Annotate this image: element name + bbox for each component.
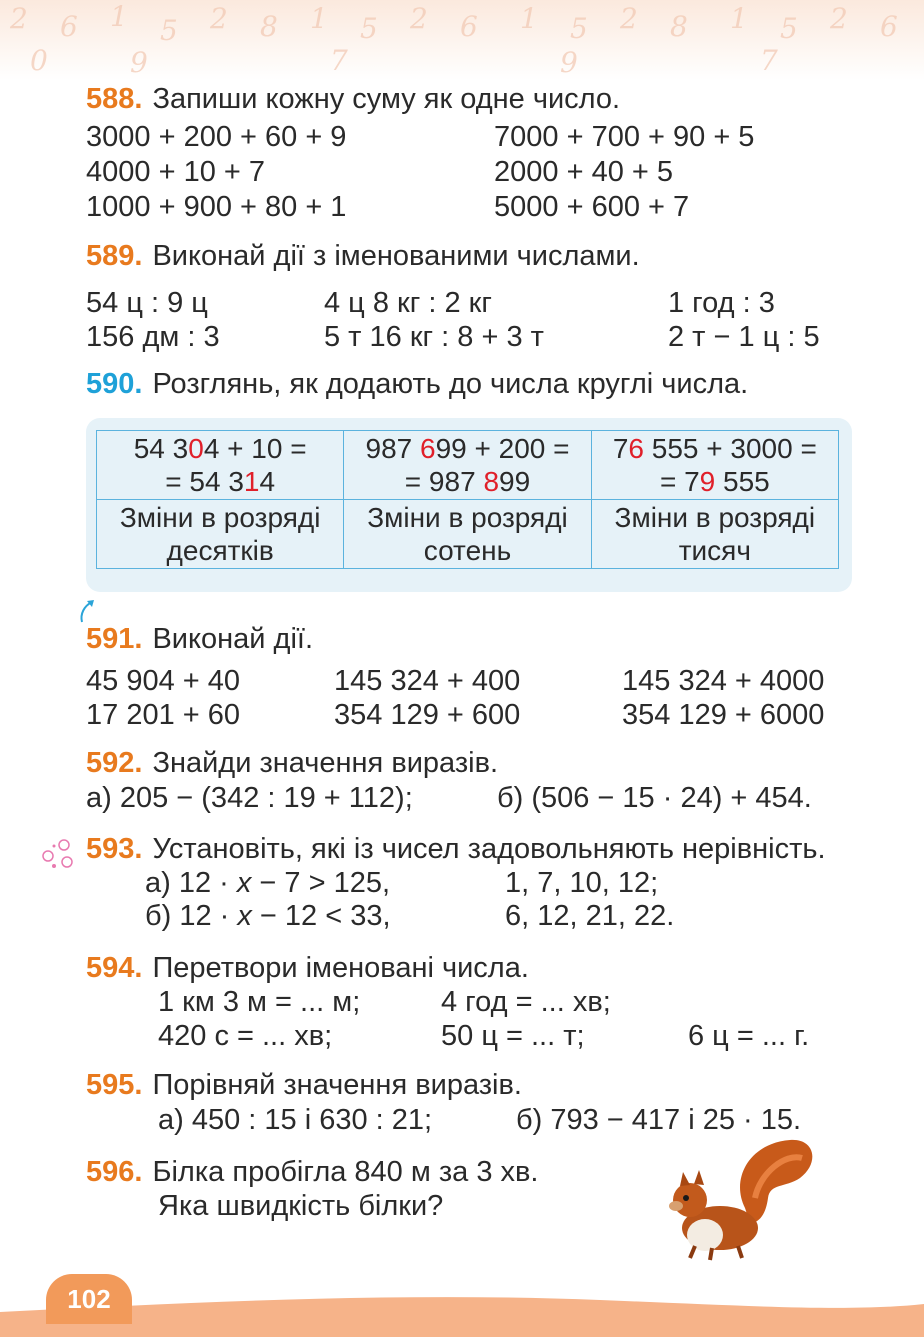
exercise-title: Установіть, які із чисел задовольняють нерівність. <box>152 833 826 865</box>
exercise-text: Білка пробігла 840 м за 3 хв. <box>152 1156 539 1188</box>
exercise-number: 588. <box>86 83 143 115</box>
exercise-number: 594. <box>86 952 143 984</box>
table-row <box>97 500 839 569</box>
expression: 354 129 + 600 <box>334 699 521 731</box>
expression: а) 205 − (342 : 19 + 112); <box>86 782 413 814</box>
expression: 145 324 + 400 <box>334 665 521 697</box>
expression: 7000 + 700 + 90 + 5 <box>494 121 755 153</box>
table-row <box>97 431 839 500</box>
expression: 1 км 3 м = ... м; <box>158 986 361 1018</box>
exercise-number: 591. <box>86 623 143 655</box>
exercise-591-heading <box>86 622 313 656</box>
exercise-title: Розглянь, як додають до числа круглі числа. <box>152 368 749 400</box>
table-cell: 76 555 + 3000 = = 79 555 <box>591 431 838 500</box>
expression: 4 ц 8 кг : 2 кг <box>324 287 492 319</box>
table-cell: Зміни в розряді десятків <box>97 500 344 569</box>
group-work-icon <box>40 836 80 870</box>
exercise-number: 590. <box>86 368 143 400</box>
exercise-title: Виконай дії з іменованими числами. <box>152 240 640 272</box>
expression: б) 793 − 417 і 25 · 15. <box>516 1104 802 1136</box>
exercise-number: 595. <box>86 1069 143 1101</box>
exercise-title: Перетвори іменовані числа. <box>152 952 529 984</box>
table-cell: Зміни в розряді тисяч <box>591 500 838 569</box>
exercise-number: 592. <box>86 747 143 779</box>
inequality-b: б) 12 · x − 12 < 33, <box>145 900 391 932</box>
table-cell: Зміни в розряді сотень <box>344 500 591 569</box>
expression: 1 год : 3 <box>668 287 775 319</box>
expression: 5000 + 600 + 7 <box>494 191 690 223</box>
squirrel-illustration <box>650 1138 820 1262</box>
footer-wave <box>0 1282 924 1337</box>
inequality-a: а) 12 · x − 7 > 125, <box>145 867 391 899</box>
expression: б) (506 − 15 · 24) + 454. <box>497 782 812 814</box>
exercise-title: Виконай дії. <box>152 623 314 655</box>
exercise-596-heading <box>86 1155 539 1189</box>
exercise-594-heading <box>86 951 529 985</box>
expression: 2 т − 1 ц : 5 <box>668 321 820 353</box>
exercise-title: Порівняй значення виразів. <box>152 1069 522 1101</box>
exercise-number: 589. <box>86 240 143 272</box>
expression: 2000 + 40 + 5 <box>494 156 673 188</box>
exercise-title: Знайди значення виразів. <box>152 747 499 779</box>
expression: а) 450 : 15 і 630 : 21; <box>158 1104 433 1136</box>
expression: 4 год = ... хв; <box>441 986 611 1018</box>
expression: 4000 + 10 + 7 <box>86 156 265 188</box>
expression: 50 ц = ... т; <box>441 1020 585 1052</box>
candidate-numbers: 1, 7, 10, 12; <box>505 867 659 899</box>
expression: 45 904 + 40 <box>86 665 241 697</box>
decorative-header-band: 2 6 1 5 2 8 1 5 2 6 1 5 2 8 1 5 2 6 0 9 7 9 7 <box>0 0 924 80</box>
expression: 5 т 16 кг : 8 + 3 т <box>324 321 544 353</box>
exercise-595-heading <box>86 1068 522 1102</box>
example-table-panel <box>86 418 852 592</box>
expression: 145 324 + 4000 <box>622 665 825 697</box>
example-table <box>96 430 839 569</box>
exercise-title: Запиши кожну суму як одне число. <box>152 83 621 115</box>
exercise-text: Яка швидкість білки? <box>158 1190 444 1222</box>
exercise-588-heading <box>86 82 620 116</box>
expression: 17 201 + 60 <box>86 699 241 731</box>
expression: 3000 + 200 + 60 + 9 <box>86 121 347 153</box>
exercise-number: 593. <box>86 833 143 865</box>
exercise-593-heading <box>86 832 826 866</box>
candidate-numbers: 6, 12, 21, 22. <box>505 900 675 932</box>
expression: 354 129 + 6000 <box>622 699 825 731</box>
exercise-592-heading <box>86 746 498 780</box>
exercise-590-heading <box>86 367 748 401</box>
exercise-number: 596. <box>86 1156 143 1188</box>
table-cell: 54 304 + 10 = = 54 314 <box>97 431 344 500</box>
page-number: 102 <box>46 1274 132 1324</box>
expression: 156 дм : 3 <box>86 321 220 353</box>
table-cell: 987 699 + 200 = = 987 899 <box>344 431 591 500</box>
expression: 420 с = ... хв; <box>158 1020 333 1052</box>
expression: 1000 + 900 + 80 + 1 <box>86 191 347 223</box>
expression: 6 ц = ... г. <box>688 1020 810 1052</box>
expression: 54 ц : 9 ц <box>86 287 208 319</box>
arrow-icon <box>78 598 98 624</box>
exercise-589-heading <box>86 239 640 273</box>
